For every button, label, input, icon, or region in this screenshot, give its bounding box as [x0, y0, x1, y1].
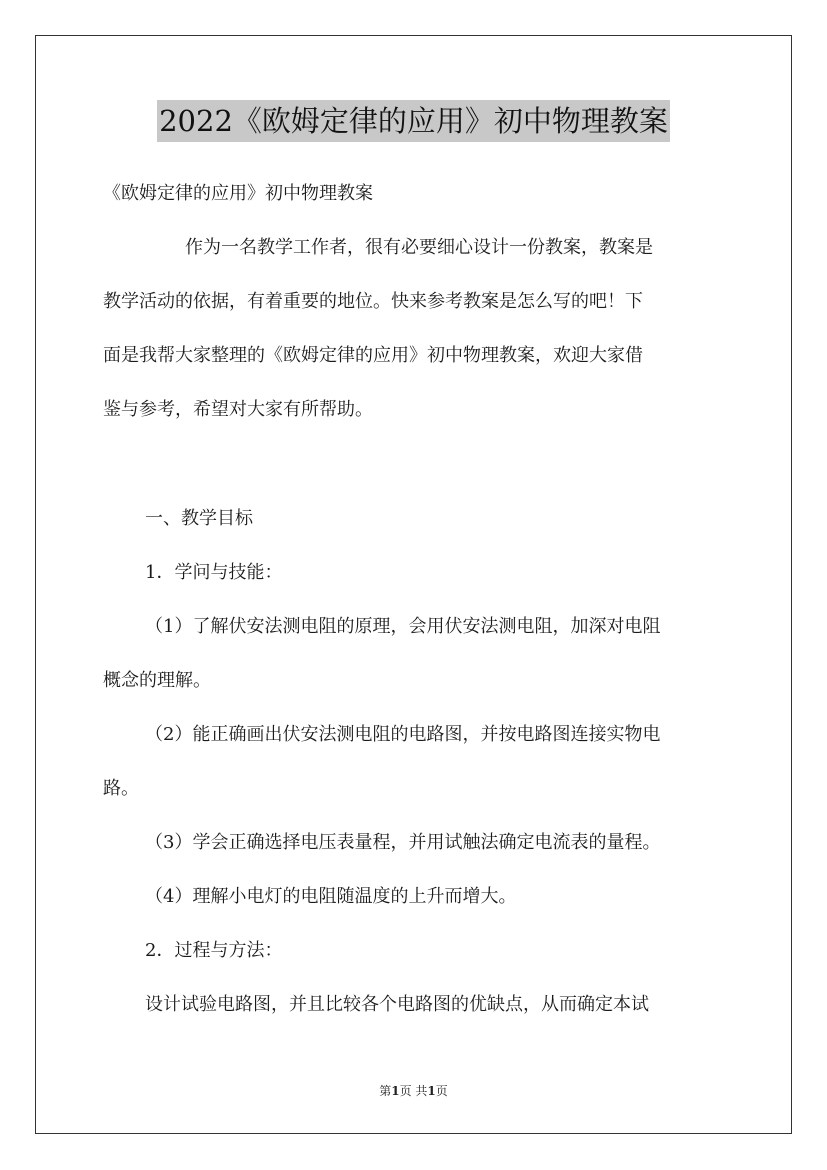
list-item-line: （2）能正确画出伏安法测电阻的电路图，并按电路图连接实物电 [145, 724, 661, 745]
paragraph-line: 教学活动的依据，有着重要的地位。快来参考教案是怎么写的吧！下 [103, 291, 643, 312]
section-heading: 一、教学目标 [145, 508, 253, 529]
subtitle-line: 《欧姆定律的应用》初中物理教案 [103, 183, 373, 204]
document-title: 2022《欧姆定律的应用》初中物理教案 [157, 100, 670, 142]
list-item-line: 概念的理解。 [103, 670, 211, 691]
footer-page-total: 1 [427, 1084, 436, 1098]
footer-suffix: 页 [435, 1084, 448, 1098]
list-item-line: （3）学会正确选择电压表量程，并用试触法确定电流表的量程。 [145, 832, 661, 853]
list-item-line: 路。 [103, 778, 139, 799]
paragraph-line: 设计试验电路图，并且比较各个电路图的优缺点，从而确定本试 [145, 994, 649, 1015]
footer-prefix: 第 [379, 1084, 392, 1098]
footer-page-current: 1 [391, 1084, 400, 1098]
title-container [0, 100, 827, 142]
paragraph-line: 作为一名教学工作者，很有必要细心设计一份教案，教案是 [185, 237, 653, 258]
list-item-line: （4）理解小电灯的电阻随温度的上升而增大。 [145, 886, 517, 907]
paragraph-line: 面是我帮大家整理的《欧姆定律的应用》初中物理教案，欢迎大家借 [103, 345, 643, 366]
list-item-line: （1）了解伏安法测电阻的原理，会用伏安法测电阻，加深对电阻 [145, 616, 661, 637]
subsection-heading: 1．学问与技能： [145, 562, 283, 583]
subsection-heading: 2．过程与方法： [145, 940, 283, 961]
page-footer [0, 1083, 827, 1099]
paragraph-line: 鉴与参考，希望对大家有所帮助。 [103, 399, 373, 420]
footer-mid: 页 共 [399, 1084, 428, 1098]
